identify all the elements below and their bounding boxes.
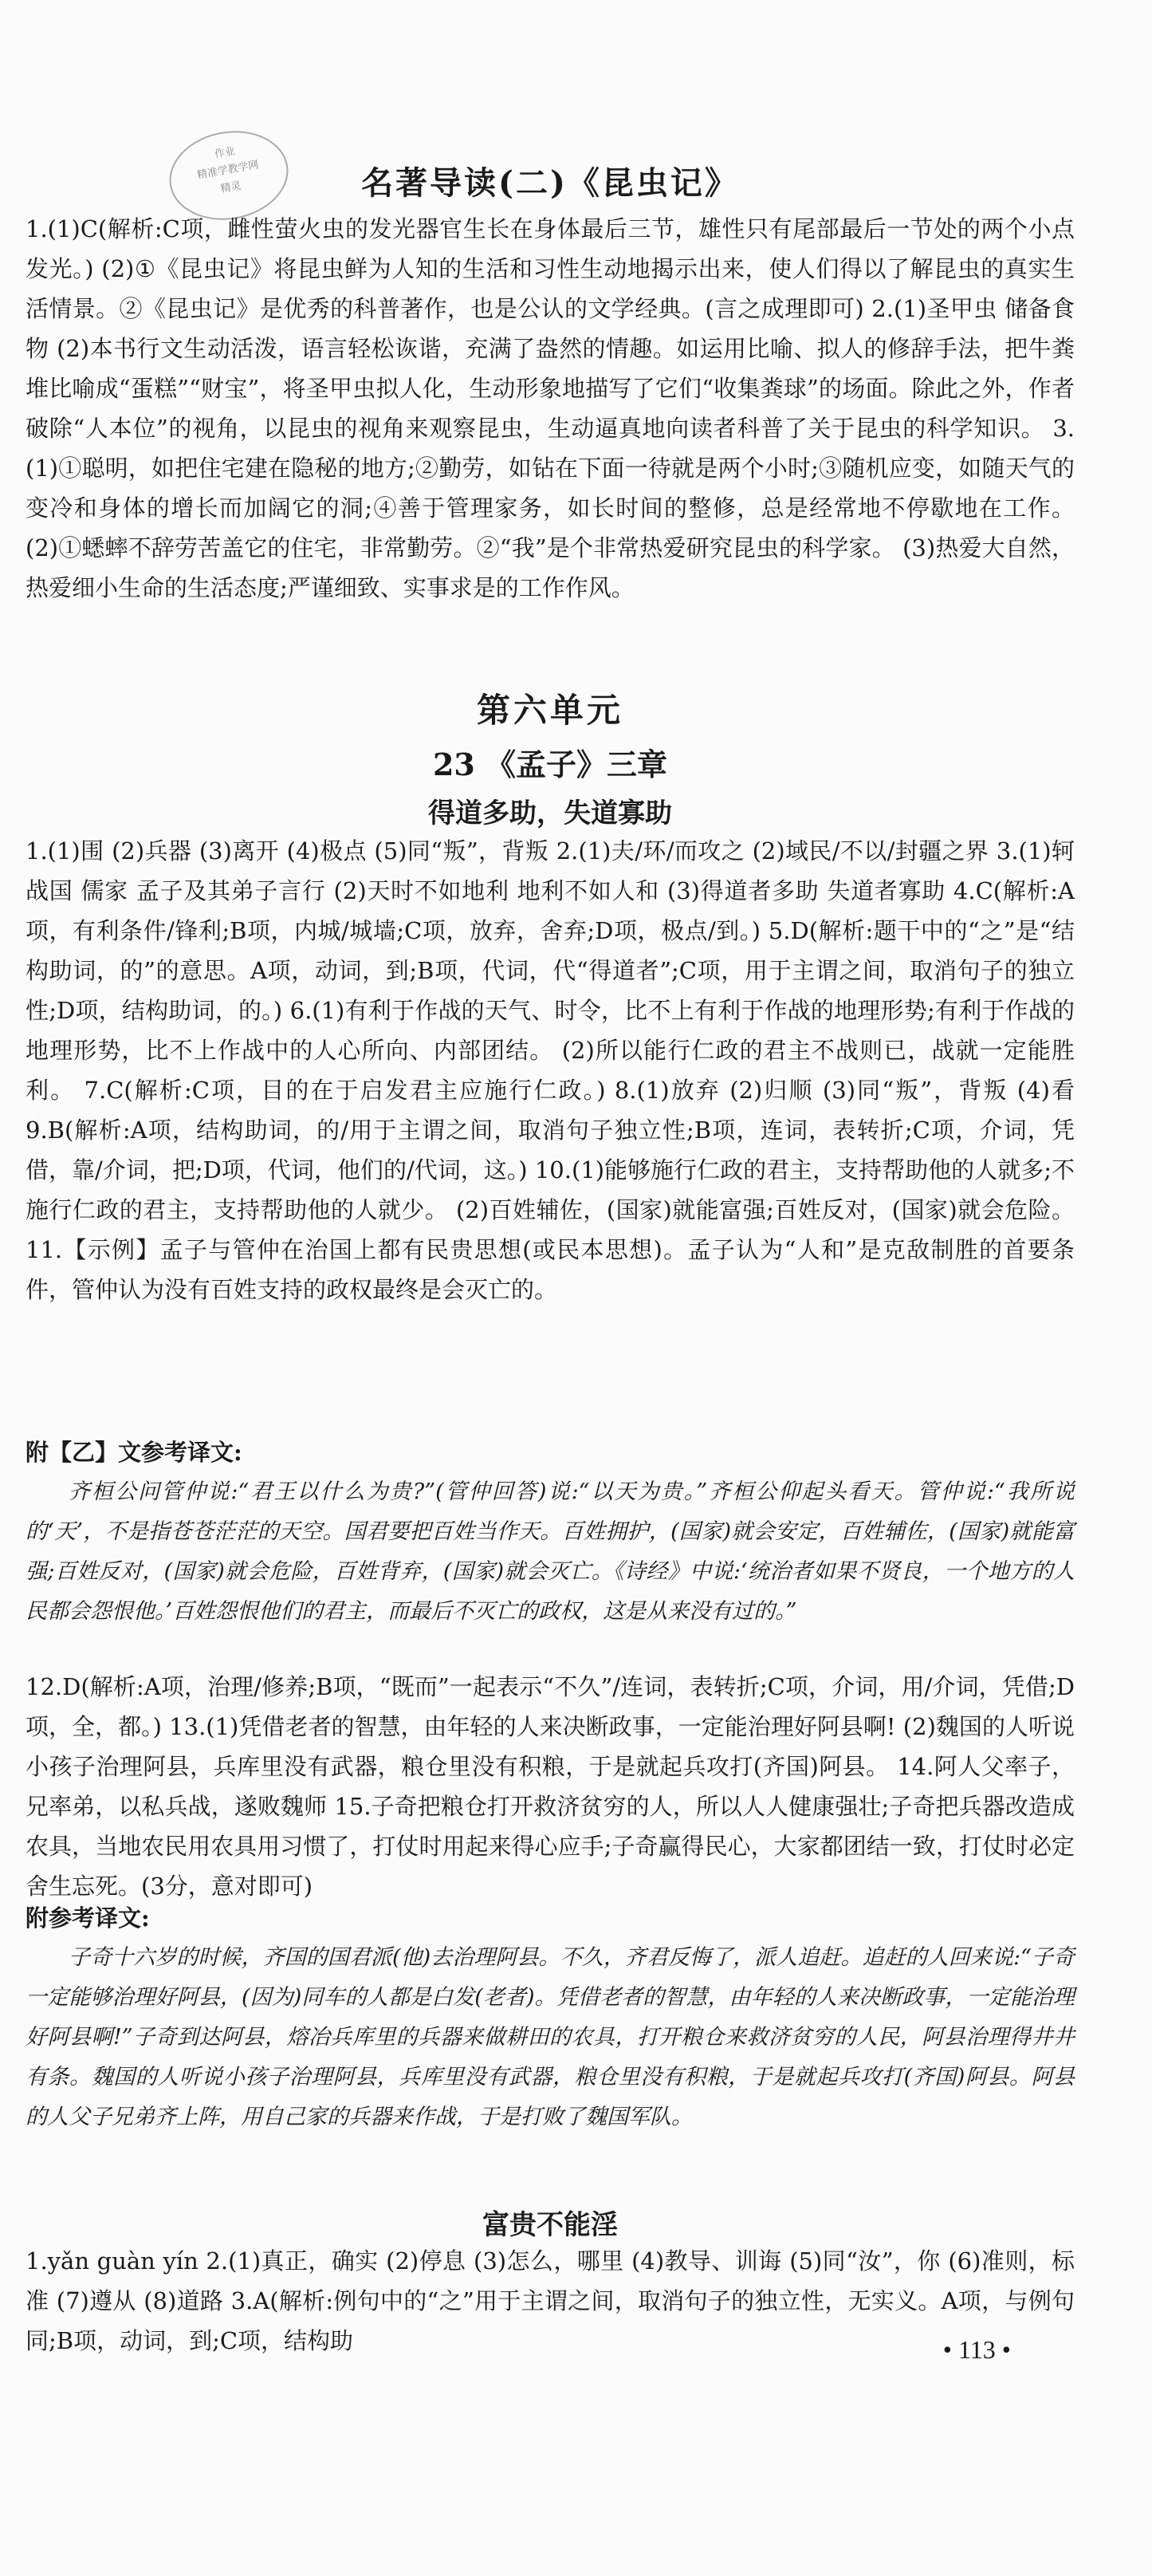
stamp-line: 作业 (213, 145, 237, 161)
translation1 (26, 1432, 1075, 1632)
unit-title: 第六单元 (476, 691, 623, 730)
translation1-text: 齐桓公问管仲说:“君王以什么为贵?”(管仲回答)说:“以天为贵。”齐桓公仰起头看天。管仲说:“我所说的‘天’，不是指苍苍茫茫的天空。国君要把百姓当作天。百姓拥护，(国家)就会安定，百姓辅佐，(国家)就能富强;百姓反对，(国家)就会危险，百姓背弃，(国家)就会灭亡。《诗经》中说:‘统治者如果不贤良，一个地方的人民都会怨恨他。’百姓怨恨他们的君主，而最后不灭亡的政权，这是从来没有过的。” (26, 1479, 1075, 1624)
page-number: • 113 • (942, 2335, 1011, 2364)
translation2-text: 子奇十六岁的时候，齐国的国君派(他)去治理阿县。不久，齐君反悔了，派人追赶。追赶的人回来说:“子奇一定能够治理好阿县，(因为)同车的人都是白发(老者)。凭借老者的智慧，由年轻的人来决断政事，一定能治理好阿县啊!”子奇到达阿县，熔冶兵库里的兵器来做耕田的农具，打开粮仓来救济贫穷的人民，阿县治理得井井有条。魏国的人听说小孩子治理阿县，兵库里没有武器，粮仓里没有积粮，于是就起兵攻打(齐国)阿县。阿县的人父子兄弟齐上阵，用自己家的兵器来作战，于是打败了魏国军队。 (26, 1945, 1075, 2129)
translation2 (26, 1898, 1075, 2137)
section2-answers (26, 2241, 1075, 2361)
lesson-title: 23 《孟子》三章 (432, 746, 668, 782)
intro-text: 1.(1)C(解析:C项，雌性萤火虫的发光器官生长在身体最后三节，雄性只有尾部最后一节处的两个小点发光。) (2)①《昆虫记》将昆虫鲜为人知的生活和习性生动地揭示出来，使人们得以了解昆虫的真实生活情景。②《昆虫记》是优秀的科普著作，也是公认的文学经典。(言之成理即可) 2.(1)圣甲虫 储备食物 (2)本书行文生动活泼，语言轻松诙谐，充满了盎然的情趣。如运用比喻、拟人的修辞手法，把牛粪堆比喻成“蛋糕”“财宝”，将圣甲虫拟人化，生动形象地描写了它们“收集粪球”的场面。除此之外，作者破除“人本位”的视角，以昆虫的视角来观察昆虫，生动逼真地向读者科普了关于昆虫的科学知识。 3.(1)①聪明，如把住宅建在隐秘的地方;②勤劳，如钻在下面一待就是两个小时;③随机应变，如随天气的变冷和身体的增长而加阔它的洞;④善于管理家务，如长时间的整修，总是经常地不停歇地在工作。 (2)①蟋蟀不辞劳苦盖它的住宅，非常勤劳。②“我”是个非常热爱研究昆虫的科学家。 (3)热爱大自然，热爱细小生命的生活态度;严谨细致、实事求是的工作作风。 (26, 215, 1075, 601)
section2-title: 富贵不能淫 (482, 2209, 618, 2241)
page-title: 名著导读(二)《昆虫记》 (361, 164, 739, 202)
section-title: 得道多助，失道寡助 (428, 798, 672, 829)
stamp-line: 精灵 (219, 179, 242, 195)
intro-answers (26, 209, 1075, 608)
section1b-answers (26, 1667, 1075, 1906)
translation2-label: 附参考译文: (26, 1904, 150, 1932)
stamp-line: 精准学教学网 (196, 159, 260, 182)
section1-text: 1.(1)围 (2)兵器 (3)离开 (4)极点 (5)同“叛”，背叛 2.(1)夫/环/而攻之 (2)域民/不以/封疆之界 3.(1)轲 战国 儒家 孟子及其弟子言行 (2)天时不如地利 地利不如人和 (3)得道者多助 失道者寡助 4.C(解析:A项，有利条件/锋利;B项，内城/城墙;C项，放弃，舍弃;D项，极点/到。) 5.D(解析:题干中的“之”是“结构助词，的”的意思。A项，动词，到;B项，代词，代“得道者”;C项，用于主谓之间，取消句子的独立性;D项，结构助词，的。) 6.(1)有利于作战的天气、时令，比不上有利于作战的地理形势;有利于作战的地理形势，比不上作战中的人心所向、内部团结。 (2)所以能行仁政的君主不战则已，战就一定能胜利。 7.C(解析:C项，目的在于启发君主应施行仁政。) 8.(1)放弃 (2)归顺 (3)同“叛”，背叛 (4)看 9.B(解析:A项，结构助词，的/用于主谓之间，取消句子独立性;B项，连词，表转折;C项，介词，凭借，靠/介词，把;D项，代词，他们的/代词，这。) 10.(1)能够施行仁政的君主，支持帮助他的人就多;不施行仁政的君主，支持帮助他的人就少。 (2)百姓辅佐，(国家)就能富强;百姓反对，(国家)就会危险。 11.【示例】孟子与管仲在治国上都有民贵思想(或民本思想)。孟子认为“人和”是克敌制胜的首要条件，管仲认为没有百姓支持的政权最终是会灭亡的。 (26, 837, 1075, 1303)
section1-answers (26, 831, 1075, 1310)
section2-text: 1.yǎn guàn yín 2.(1)真正，确实 (2)停息 (3)怎么，哪里 (4)教导、训诲 (5)同“汝”，你 (6)准则，标准 (7)遵从 (8)道路 3.A(解析:例句中的“之”用于主谓之间，取消句子的独立性，无实义。A项，与例句同;B项，动词，到;C项，结构助 (26, 2247, 1075, 2354)
translation1-label: 附【乙】文参考译文: (26, 1439, 242, 1466)
section1b-text: 12.D(解析:A项，治理/修养;B项，“既而”一起表示“不久”/连词，表转折;C项，介词，用/介词，凭借;D项，全，都。) 13.(1)凭借老者的智慧，由年轻的人来决断政事，一定能治理好阿县啊! (2)魏国的人听说小孩子治理阿县，兵库里没有武器，粮仓里没有积粮，于是就起兵攻打(齐国)阿县。 14.阿人父率子，兄率弟，以私兵战，遂败魏师 15.子奇把粮仓打开救济贫穷的人，所以人人健康强壮;子奇把兵器改造成农具，当地农民用农具用习惯了，打仗时用起来得心应手;子奇赢得民心，大家都团结一致，打仗时必定舍生忘死。(3分，意对即可) (26, 1673, 1075, 1900)
